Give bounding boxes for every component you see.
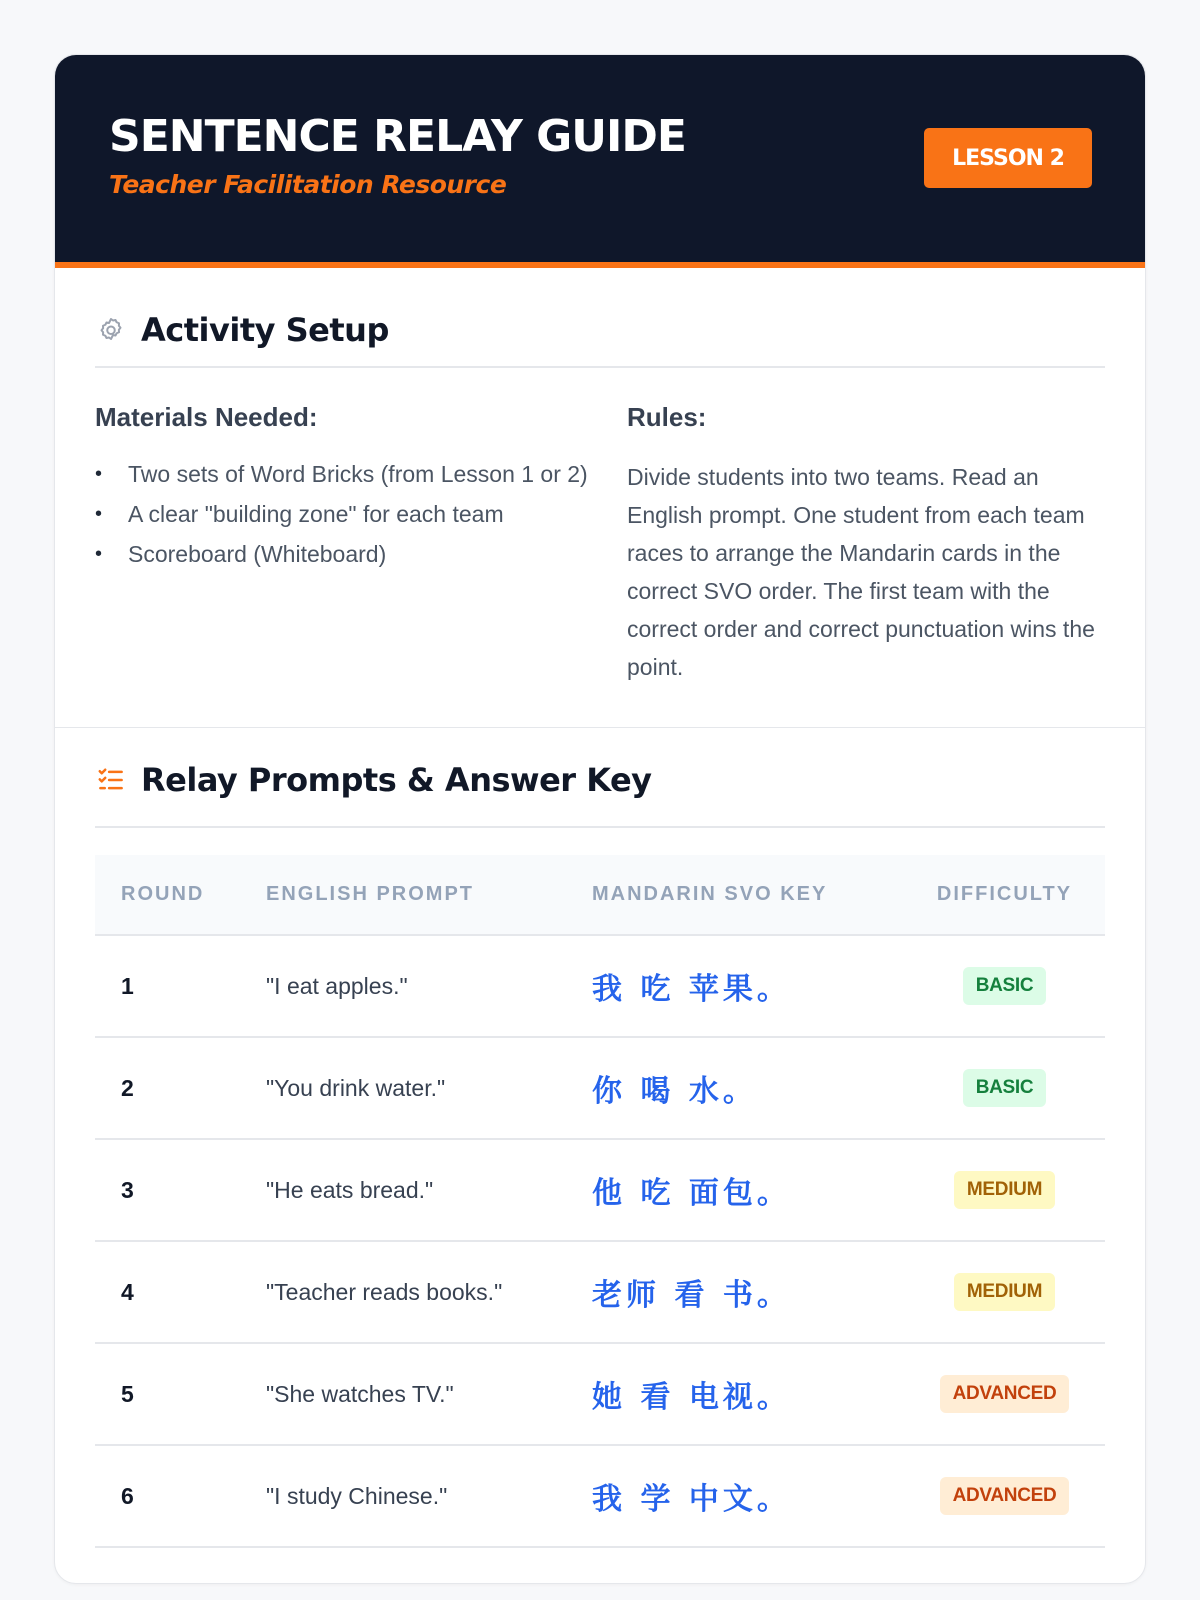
activity-setup-section <box>55 268 1145 728</box>
english-prompt-cell: "Teacher reads books." <box>240 1241 578 1343</box>
mandarin-key-cell: 她 看 电视。 <box>578 1343 904 1445</box>
rules-column <box>627 402 1103 686</box>
table-row <box>95 1241 1105 1343</box>
guide-card <box>54 54 1146 1584</box>
difficulty-badge: ADVANCED <box>940 1477 1070 1515</box>
column-header-difficulty: DIFFICULTY <box>904 855 1105 935</box>
english-prompt-cell: "I study Chinese." <box>240 1445 578 1547</box>
column-header-round: ROUND <box>95 855 240 935</box>
header <box>55 55 1145 268</box>
mandarin-key-cell: 老师 看 书。 <box>578 1241 904 1343</box>
english-prompt-cell: "She watches TV." <box>240 1343 578 1445</box>
list-item: • Scoreboard (Whiteboard) <box>95 538 627 571</box>
mandarin-key-cell: 我 吃 苹果。 <box>578 935 904 1037</box>
column-header-mandarin: MANDARIN SVO KEY <box>578 855 904 935</box>
round-cell: 3 <box>95 1139 240 1241</box>
english-prompt-cell: "You drink water." <box>240 1037 578 1139</box>
table-row <box>95 1343 1105 1445</box>
activity-setup-title: Activity Setup <box>141 311 389 349</box>
difficulty-cell <box>904 1445 1105 1547</box>
difficulty-cell <box>904 935 1105 1037</box>
difficulty-cell <box>904 1343 1105 1445</box>
table-header-row <box>95 855 1105 935</box>
round-cell: 6 <box>95 1445 240 1547</box>
table-row <box>95 1445 1105 1547</box>
page-title: SENTENCE RELAY GUIDE <box>109 111 686 162</box>
difficulty-badge: BASIC <box>963 967 1047 1005</box>
difficulty-badge: MEDIUM <box>954 1171 1055 1209</box>
round-cell: 4 <box>95 1241 240 1343</box>
round-cell: 1 <box>95 935 240 1037</box>
page-subtitle: Teacher Facilitation Resource <box>109 170 507 199</box>
activity-setup-header <box>95 268 1105 368</box>
round-cell: 5 <box>95 1343 240 1445</box>
materials-heading: Materials Needed: <box>95 402 318 432</box>
list-item: • Two sets of Word Bricks (from Lesson 1 or 2) <box>95 458 627 491</box>
difficulty-badge: BASIC <box>963 1069 1047 1107</box>
relay-prompts-title: Relay Prompts & Answer Key <box>141 761 652 799</box>
relay-prompts-section <box>55 728 1145 1548</box>
table-row <box>95 1037 1105 1139</box>
relay-prompts-header <box>95 728 1105 828</box>
mandarin-key-cell: 他 吃 面包。 <box>578 1139 904 1241</box>
mandarin-key-cell: 我 学 中文。 <box>578 1445 904 1547</box>
table-row <box>95 1139 1105 1241</box>
table-row <box>95 935 1105 1037</box>
difficulty-badge: ADVANCED <box>940 1375 1070 1413</box>
answer-key-table <box>95 855 1105 1548</box>
bullet-icon: • <box>95 463 103 485</box>
materials-column <box>95 402 627 686</box>
difficulty-badge: MEDIUM <box>954 1273 1055 1311</box>
difficulty-cell <box>904 1241 1105 1343</box>
round-cell: 2 <box>95 1037 240 1139</box>
column-header-english: ENGLISH PROMPT <box>240 855 578 935</box>
rules-heading: Rules: <box>627 402 707 432</box>
difficulty-cell <box>904 1139 1105 1241</box>
gear-icon <box>95 314 127 346</box>
english-prompt-cell: "He eats bread." <box>240 1139 578 1241</box>
materials-list <box>95 458 627 571</box>
list-item: • A clear "building zone" for each team <box>95 498 627 531</box>
difficulty-cell <box>904 1037 1105 1139</box>
bullet-icon: • <box>95 503 103 525</box>
mandarin-key-cell: 你 喝 水。 <box>578 1037 904 1139</box>
lesson-badge: LESSON 2 <box>924 128 1092 188</box>
rules-text: Divide students into two teams. Read an English prompt. One student from each team races to arrange the Mandarin cards in the correct SVO order. The first team with the correct order and correct punctuation wins the point. <box>627 464 1095 680</box>
bullet-icon: • <box>95 543 103 565</box>
english-prompt-cell: "I eat apples." <box>240 935 578 1037</box>
checklist-icon <box>95 764 127 796</box>
